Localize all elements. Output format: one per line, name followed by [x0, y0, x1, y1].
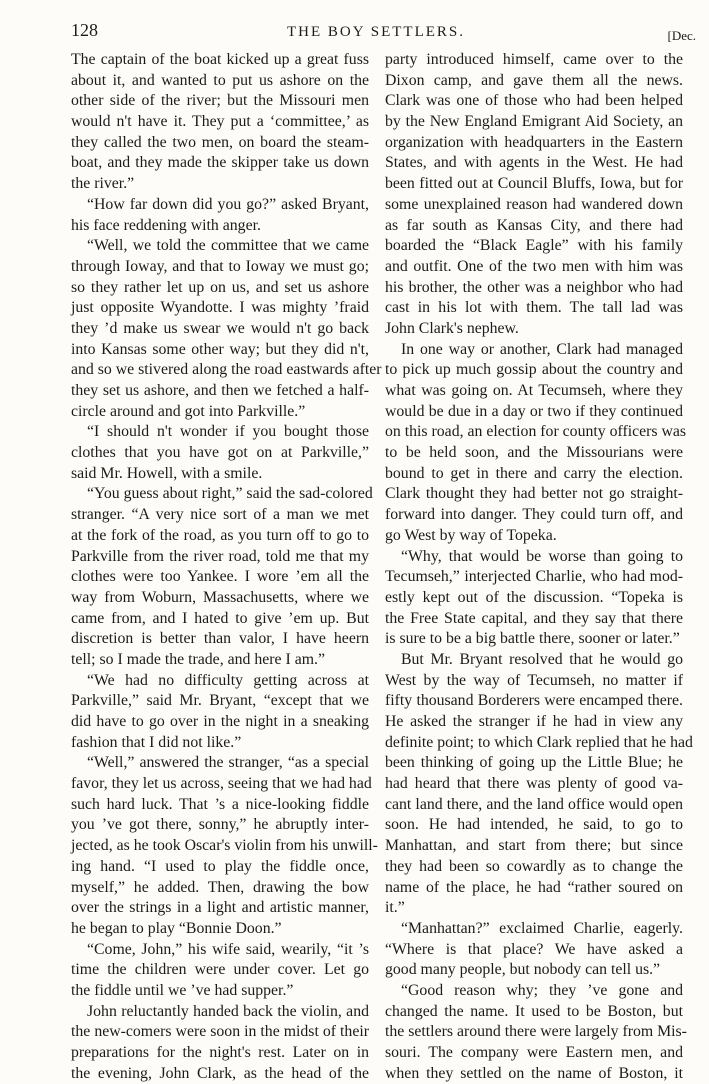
text-line: through Ioway, and that to Ioway we must go; [71, 257, 369, 275]
page-header [56, 20, 696, 46]
text-line: estly kept out of the discussion. “Topeka is [385, 588, 683, 606]
text-line: they set us ashore, and then we fetched a half- [71, 382, 369, 399]
text-line: the evening, John Clark, as the head of the [71, 1064, 369, 1082]
text-line: souri. The company were Eastern men, and [385, 1044, 683, 1061]
text-line: Parkville from the river road, told me that my [71, 547, 369, 565]
text-line: The captain of the boat kicked up a great fuss [71, 51, 369, 68]
text-line: his face reddening with anger. [71, 216, 261, 234]
text-line: over the strings in a light and artistic manner, [71, 899, 369, 917]
text-line: and so we stivered along the road eastwards after [71, 361, 382, 379]
text-line: changed the name. It used to be Boston, but [385, 1002, 683, 1020]
text-line: He asked the stranger if he had in view any [385, 713, 683, 730]
text-line: at the fork of the road, as you turn off to go to [71, 526, 369, 544]
text-line: “You guess about right,” said the sad-colored [87, 485, 373, 503]
text-line: ing hand. “I used to play the fiddle once, [71, 857, 369, 875]
text-line: But Mr. Bryant resolved that he would go [401, 650, 683, 668]
text-line: preparations for the night's rest. Later on in [71, 1044, 369, 1061]
text-line: tell; so I made the trade, and here I am.” [71, 650, 325, 668]
text-line: “Where is that place? We have asked a [385, 940, 683, 958]
running-title: THE BOY SETTLERS. [286, 24, 466, 40]
text-line: by the New England Emigrant Aid Society, an [385, 113, 683, 131]
text-line: came from, and I hated to give ’em up. But [71, 609, 369, 627]
text-line: cant land there, and the land office would open [385, 795, 683, 813]
text-line: boat, and they made the skipper take us down [71, 154, 369, 172]
text-line: the settlers around there were largely from Mis- [385, 1023, 687, 1041]
text-line: his brother, the other was a neighbor who had [385, 278, 683, 296]
text-line: “Well, we told the committee that we came [87, 237, 369, 255]
text-line: John reluctantly handed back the violin, and [87, 1002, 369, 1020]
text-line: forward into danger. They could turn off, and [385, 506, 683, 524]
text-line: time the children were under cover. Let go [71, 961, 369, 979]
text-line: he began to play “Bonnie Doon.” [71, 919, 282, 937]
text-line: organization with headquarters in the Eastern [385, 133, 683, 151]
text-line: just opposite Wyandotte. I was mighty ’fraid [71, 299, 369, 317]
text-line: boarded the “Black Eagle” with his family [385, 237, 683, 255]
text-line: on this road, an election for county officers was [385, 423, 687, 441]
right-column [385, 50, 693, 1084]
text-line: “Well,” answered the stranger, “as a special [87, 754, 369, 772]
text-line: good many people, but nobody can tell us.” [385, 961, 661, 979]
text-line: soon. He had intended, he said, to go to [385, 816, 683, 834]
text-line: been thinking of going up the Little Blue; he [385, 754, 683, 772]
text-line: Manhattan, and start from there; but since [385, 837, 683, 855]
left-column [71, 50, 382, 1084]
text-line: when they settled on the name of Boston, it [385, 1064, 683, 1082]
text-line: party introduced himself, came over to the [385, 51, 683, 68]
text-line: you ’ve got there, sonny,” he abruptly inter- [71, 816, 369, 834]
text-line: the fiddle until we ’ve had supper.” [71, 981, 294, 999]
text-line: and outfit. One of the two men with him was [385, 257, 683, 275]
text-line: Dixon camp, and gave them all the news. [385, 71, 683, 89]
text-line: In one way or another, Clark had managed [401, 340, 683, 358]
text-line: other side of the river; but the Missouri men [71, 92, 369, 110]
text-line: had heard that there was plenty of good va- [385, 775, 683, 793]
text-line: the river.” [71, 175, 135, 193]
text-line: go West by way of Topeka. [385, 526, 557, 544]
text-line: would be due in a day or two if they continued [385, 402, 683, 420]
text-line: “Manhattan?” exclaimed Charlie, eagerly. [401, 919, 683, 937]
text-line: they ’d make us swear we would n't go back [71, 319, 369, 337]
text-line: what was going on. At Tecumseh, where they [385, 382, 683, 399]
text-line: the new-comers were soon in the midst of their [71, 1023, 369, 1041]
text-line: as far south as Kansas City, and there had [385, 216, 683, 234]
text-line: said Mr. Howell, with a smile. [71, 464, 263, 482]
text-line: is sure to be a big battle there, sooner or later.” [385, 630, 680, 648]
text-line: would n't have it. They put a ‘committee,’ as [71, 113, 369, 131]
text-line: definite point; to which Clark replied that he had [385, 733, 693, 751]
text-line: Clark thought they had better not go straight- [385, 485, 683, 503]
text-line: “We had no difficulty getting across at [87, 671, 369, 689]
text-line: Parkville,” said Mr. Bryant, “except that we [71, 692, 369, 710]
text-line: fashion that I did not like.” [71, 733, 242, 751]
text-line: “Good reason why; they ’ve gone and [401, 981, 683, 999]
text-line: so they rather let up on us, and set us ashore [71, 278, 369, 296]
text-line: clothes that you have got on at Parkville,” [71, 444, 369, 462]
text-line: to pick up much gossip about the country and [385, 361, 683, 379]
text-line: such hard luck. That ’s a nice-looking fiddle [71, 795, 369, 813]
text-line: did have to go over in the night in a sneaking [71, 713, 369, 730]
text-line: “Why, that would be worse than going to [401, 547, 683, 565]
text-line: they called the two men, on board the steam- [71, 133, 369, 151]
text-line: fifty thousand Borderers were encamped there. [385, 692, 683, 710]
text-line: stranger. “A very nice sort of a man we met [71, 506, 369, 524]
text-line: cast in his lot with them. The tall lad was [385, 299, 683, 317]
text-line: some unexplained reason had wandered down [385, 195, 683, 213]
text-line: circle around and got into Parkville.” [71, 402, 306, 420]
text-line: myself,” he added. Then, drawing the bow [71, 878, 369, 896]
text-line: to be held soon, and the Missourians were [385, 444, 683, 462]
text-line: West by the way of Tecumseh, no matter if [385, 671, 683, 689]
text-line: favor, they let us across, seeing that we had had [71, 775, 372, 793]
text-line: Clark was one of those who had been helped [385, 92, 683, 110]
text-line: about it, and wanted to put us ashore on the [71, 71, 369, 89]
text-line: jected, as he took Oscar's violin from his unwill- [71, 837, 378, 855]
text-line: way from Woburn, Massachusetts, where we [71, 588, 369, 606]
text-line: they had been so cowardly as to change the [385, 857, 683, 875]
text-line: name of the place, he had “rather soured on [385, 878, 683, 896]
text-line: bound to get in there and carry the election. [385, 464, 683, 482]
text-line: the Free State capital, and they say that there [385, 609, 683, 627]
text-line: “I should n't wonder if you bought those [87, 423, 369, 441]
text-line: States, and with agents in the West. He had [385, 154, 683, 172]
text-line: it.” [385, 899, 405, 917]
text-line: into Kansas some other way; but they did n't, [71, 340, 369, 358]
month-label: [Dec. [667, 28, 696, 43]
text-line: been fitted out at Council Bluffs, Iowa, but for [385, 175, 683, 193]
text-line: John Clark's nephew. [385, 319, 519, 337]
page-number: 128 [71, 20, 98, 40]
text-line: “Come, John,” his wife said, wearily, “it ’s [87, 940, 369, 958]
text-line: Tecumseh,” interjected Charlie, who had mod- [385, 568, 683, 586]
text-line: discretion is better than valor, I have heern [71, 630, 369, 648]
text-line: clothes were too Yankee. I wore ’em all the [71, 568, 369, 586]
text-line: “How far down did you go?” asked Bryant, [87, 195, 369, 213]
